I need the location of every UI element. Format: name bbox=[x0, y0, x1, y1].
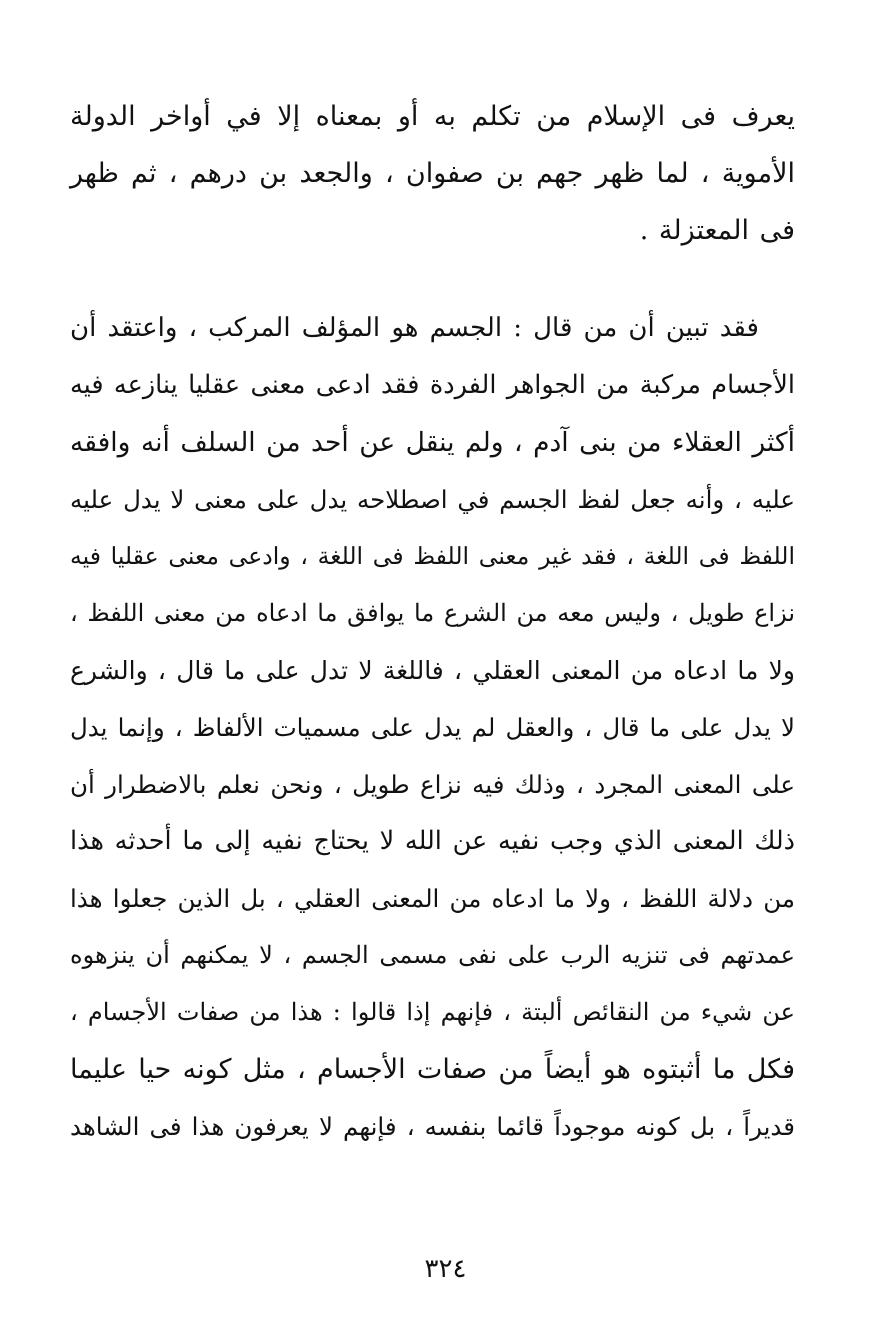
text-line: فقد تبين أن من قال : الجسم هو المؤلف المركب ، واعتقد أن bbox=[70, 313, 759, 343]
text-line: من دلالة اللفظ ، ولا ما ادعاه من المعنى العقلي ، بل الذين جعلوا هذا bbox=[70, 884, 795, 913]
text-line: ذلك المعنى الذي وجب نفيه عن الله لا يحتاج نفيه إلى ما أحدثه هذا bbox=[70, 826, 795, 856]
text-line: لا يدل على ما قال ، والعقل لم يدل على مسميات الألفاظ ، وإنما يدل bbox=[70, 713, 795, 742]
text-line: يعرف فى الإسلام من تكلم به أو بمعناه إلا في أواخر الدولة bbox=[70, 101, 795, 132]
text-line: فكل ما أثبتوه هو أيضاً من صفات الأجسام ، مثل كونه حيا عليما bbox=[70, 1054, 795, 1085]
paragraph-1 bbox=[70, 88, 795, 259]
text-line: عن شيء من النقائص ألبتة ، فإنهم إذا قالوا : هذا من صفات الأجسام ، bbox=[70, 998, 795, 1026]
text-line: قديراً ، بل كونه موجوداً قائما بنفسه ، فإنهم لا يعرفون هذا فى الشاهد bbox=[70, 1112, 795, 1141]
text-line: فى المعتزلة . bbox=[639, 215, 795, 246]
text-line: عمدتهم فى تنزيه الرب على نفى مسمى الجسم ، لا يمكنهم أن ينزهوه bbox=[70, 941, 795, 969]
text-line: عليه ، وأنه جعل لفظ الجسم في اصطلاحه يدل على معنى لا يدل عليه bbox=[70, 485, 795, 514]
page-number: ٣٢٤ bbox=[424, 1254, 467, 1284]
text-line: على المعنى المجرد ، وذلك فيه نزاع طويل ، ونحن نعلم بالاضطرار أن bbox=[70, 770, 795, 799]
text-line: ولا ما ادعاه من المعنى العقلي ، فاللغة لا تدل على ما قال ، والشرع bbox=[70, 656, 795, 685]
paragraph-2 bbox=[70, 300, 795, 1155]
text-line: نزاع طويل ، وليس معه من الشرع ما يوافق ما ادعاه من معنى اللفظ ، bbox=[70, 599, 795, 627]
text-line: اللفظ فى اللغة ، فقد غير معنى اللفظ فى اللغة ، وادعى معنى عقليا فيه bbox=[70, 542, 795, 570]
text-line: الأموية ، لما ظهر جهم بن صفوان ، والجعد بن درهم ، ثم ظهر bbox=[70, 158, 795, 189]
text-line: أكثر العقلاء من بنى آدم ، ولم ينقل عن أحد من السلف أنه وافقه bbox=[70, 427, 795, 458]
text-line: الأجسام مركبة من الجواهر الفردة فقد ادعى معنى عقليا ينازعه فيه bbox=[70, 370, 795, 400]
